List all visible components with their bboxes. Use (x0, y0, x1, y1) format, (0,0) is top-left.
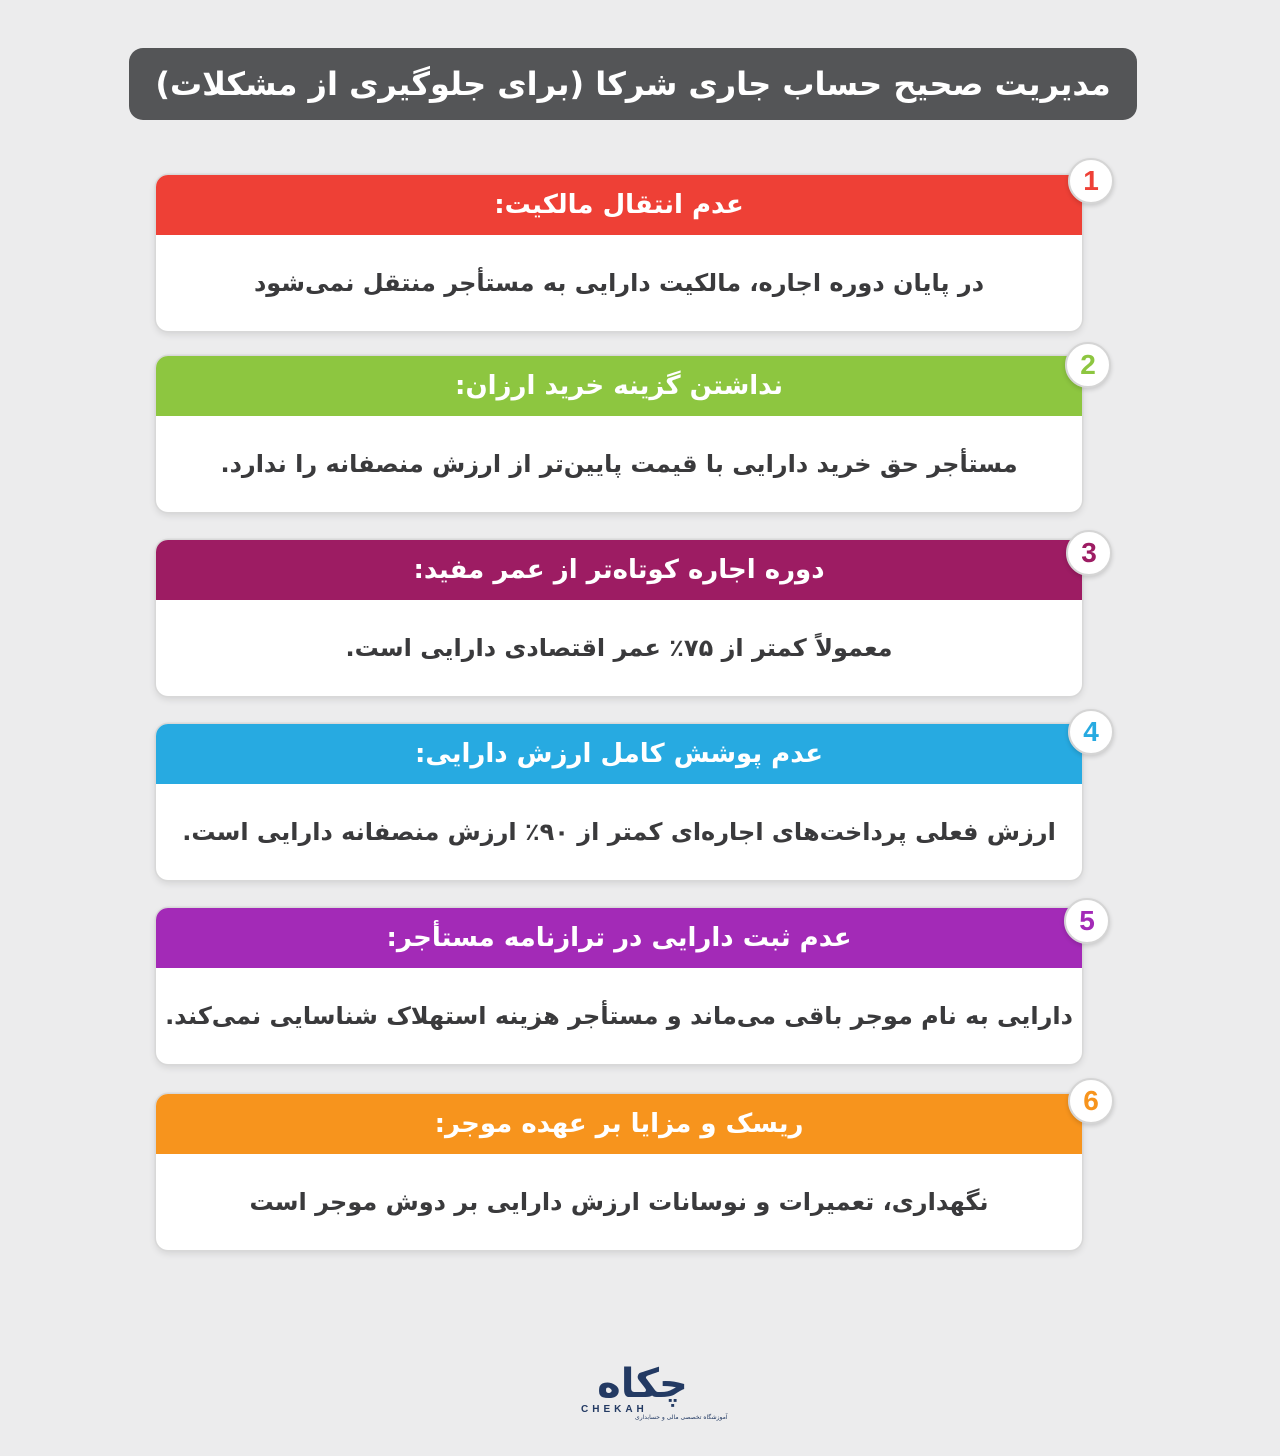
card-1-heading: عدم انتقال مالکیت: (156, 175, 1082, 235)
number-badge-3: 3 (1066, 530, 1112, 576)
logo-tagline: آموزشگاه تخصصی مالی و حسابداری (635, 1414, 728, 1421)
chekah-logo (575, 1361, 728, 1426)
number-badge-2: 2 (1065, 342, 1111, 388)
card-3-heading: دوره اجاره کوتاه‌تر از عمر مفید: (156, 540, 1082, 600)
card-6-body: نگهداری، تعمیرات و نوسانات ارزش دارایی بر دوش موجر است (249, 1188, 989, 1216)
logo-wordmark: چکاه (597, 1361, 688, 1407)
page-title: مدیریت صحیح حساب جاری شرکا (برای جلوگیری از مشکلات) (129, 48, 1137, 120)
card-4-heading: عدم پوشش کامل ارزش دارایی: (156, 724, 1082, 784)
card-4-body: ارزش فعلی پرداخت‌های اجاره‌ای کمتر از ۹۰٪ ارزش منصفانه دارایی است. (182, 818, 1056, 846)
card-1-body: در پایان دوره اجاره، مالکیت دارایی به مستأجر منتقل نمی‌شود (253, 269, 985, 297)
card-5-body: دارایی به نام موجر باقی می‌ماند و مستأجر هزینه استهلاک شناسایی نمی‌کند. (165, 1002, 1073, 1030)
card-3 (156, 540, 1082, 696)
card-2-body: مستأجر حق خرید دارایی با قیمت پایین‌تر از ارزش منصفانه را ندارد. (220, 450, 1018, 478)
number-badge-5: 5 (1064, 898, 1110, 944)
card-5-heading: عدم ثبت دارایی در ترازنامه مستأجر: (156, 908, 1082, 968)
card-4 (156, 724, 1082, 880)
card-2 (156, 356, 1082, 512)
number-badge-1: 1 (1068, 158, 1114, 204)
card-3-body: معمولاً کمتر از ۷۵٪ عمر اقتصادی دارایی است. (345, 634, 893, 662)
card-6 (156, 1094, 1082, 1250)
logo-latin-text: CHEKAH (581, 1404, 648, 1415)
card-5 (156, 908, 1082, 1064)
card-6-heading: ریسک و مزایا بر عهده موجر: (156, 1094, 1082, 1154)
number-badge-6: 6 (1068, 1078, 1114, 1124)
number-badge-4: 4 (1068, 709, 1114, 755)
card-1 (156, 175, 1082, 331)
card-2-heading: نداشتن گزینه خرید ارزان: (156, 356, 1082, 416)
